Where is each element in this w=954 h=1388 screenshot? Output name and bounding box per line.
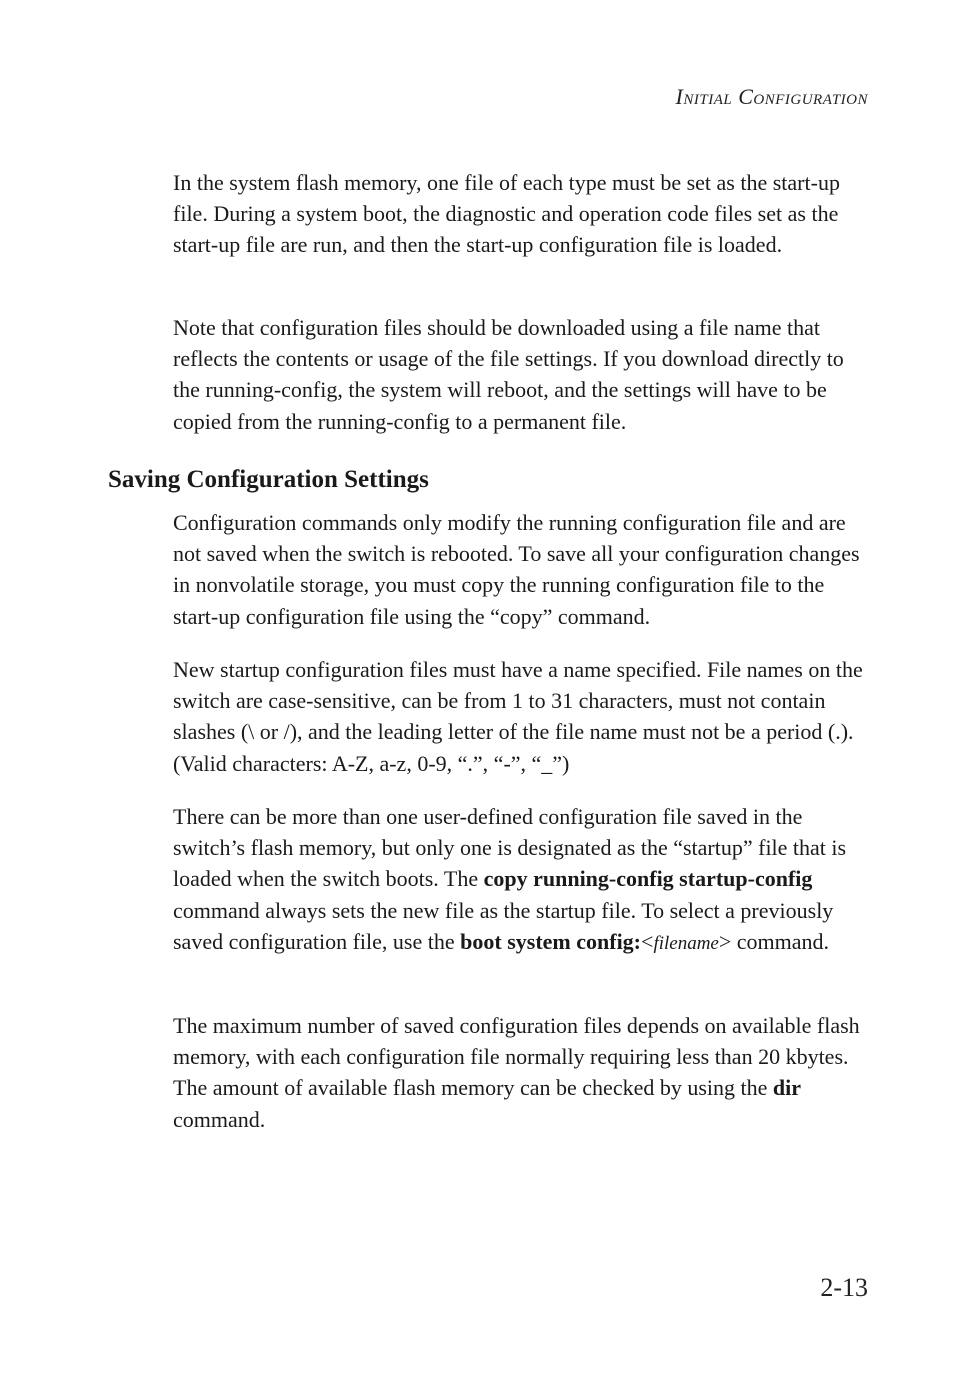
command-copy-running-config: copy running-config startup-config — [483, 866, 813, 892]
running-header: Initial Configuration — [675, 84, 868, 109]
filename-placeholder: filename — [653, 932, 719, 954]
paragraph-text: Configuration commands only modify the running configuration file and are not saved when the switch is rebooted. To save all your configuration changes in nonvolatile storage, you must copy the running configuration file to the start-up configuration file using the “copy” command. — [173, 510, 860, 629]
text-run: There can be more than one user-defined configuration file saved in the switch’s flash memory, but only one is designated as the “startup” file that is loaded when the switch boots. The — [173, 804, 847, 892]
intro-paragraph-1 — [173, 167, 873, 261]
section-paragraph-2 — [173, 654, 873, 779]
section-paragraph-3 — [173, 801, 873, 959]
paragraph-text: Note that configuration files should be downloaded using a file name that reflects the contents or usage of the file settings. If you download directly to the running-config, the system will reboot, and the settings will have to be copied from the running-config to a permanent file. — [173, 315, 844, 434]
paragraph-text — [173, 801, 873, 959]
paragraph-text: New startup configuration files must have a name specified. File names on the switch are case-sensitive, can be from 1 to 31 characters, must not contain slashes (\ or /), and the leading letter of the file name must not be a period (.). (Valid characters: A-Z, a-z, 0-9, “.”, “-”, “_”) — [173, 657, 863, 776]
paragraph-text: In the system flash memory, one file of each type must be set as the start-up file. During a system boot, the diagnostic and operation code files set as the start-up file are run, and then the start-up configuration file is loaded. — [173, 170, 840, 258]
angle-close: > — [718, 928, 732, 954]
section-paragraph-1 — [173, 507, 873, 632]
command-boot-system-config: boot system config: — [460, 928, 642, 954]
section-heading: Saving Configuration Settings — [108, 466, 429, 493]
text-run: command. — [173, 1106, 266, 1132]
angle-open: < — [641, 928, 654, 954]
page-number: 2-13 — [820, 1273, 868, 1302]
text-run: The maximum number of saved configuration files depends on available flash memory, with each configuration file normally requiring less than 20 kbytes. The amount of available flash memory can be checked by using the — [173, 1013, 860, 1101]
section-paragraph-4 — [173, 1010, 873, 1135]
intro-paragraph-2 — [173, 312, 873, 437]
text-run: command always sets the new file as the startup file. To select a previously saved configuration file, use the — [173, 897, 834, 954]
paragraph-text — [173, 1010, 873, 1135]
command-dir: dir — [772, 1075, 802, 1101]
text-run: command. — [731, 928, 830, 954]
